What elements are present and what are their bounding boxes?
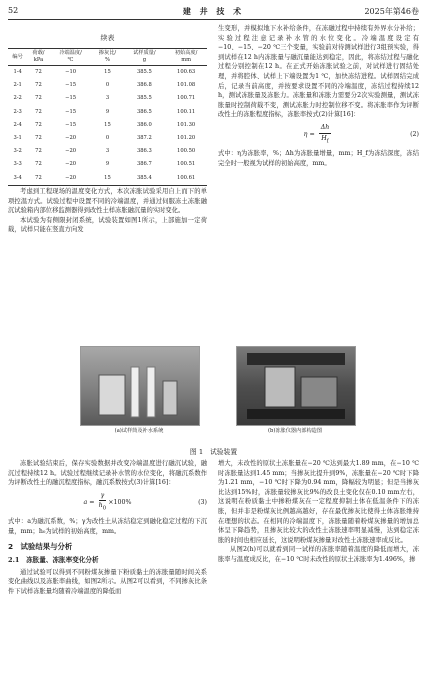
instrument-interior-illustration bbox=[237, 347, 355, 425]
journal-name: 建 井 技 术 bbox=[182, 6, 245, 16]
test-parameter-table bbox=[8, 48, 207, 186]
eq-numerator: γ bbox=[99, 491, 107, 502]
table-cell: 72 bbox=[35, 108, 42, 115]
table-cell: 2-4 bbox=[13, 121, 22, 128]
table-row bbox=[8, 92, 207, 105]
table-cell: 100.63 bbox=[177, 69, 196, 76]
table-cell: 15 bbox=[104, 69, 111, 76]
water-tube-shape bbox=[147, 367, 155, 417]
table-row bbox=[8, 172, 207, 186]
instrument-base bbox=[247, 409, 345, 419]
table-cell: 386.5 bbox=[136, 108, 152, 115]
sample-chamber-shape bbox=[265, 367, 295, 407]
table-header-cell: 冷端温度/ ℃ bbox=[50, 49, 92, 66]
photo-instrument-interior bbox=[236, 346, 356, 426]
figure-1 bbox=[8, 346, 419, 440]
table-cell: −20 bbox=[65, 161, 77, 168]
cooling-unit-shape bbox=[301, 377, 337, 407]
table-cell: 100.71 bbox=[177, 95, 196, 102]
table-cell: 100.11 bbox=[177, 108, 196, 115]
table-cell: 72 bbox=[27, 172, 49, 186]
table-cell: 385.5 bbox=[136, 95, 152, 102]
table-cell: 101.20 bbox=[177, 135, 196, 142]
table-cell: −15 bbox=[65, 121, 77, 128]
right-column-top bbox=[218, 24, 419, 169]
table-cell: 387.2 bbox=[136, 135, 152, 142]
table-cell: 3 bbox=[105, 148, 110, 155]
subsection-heading: 2.1 冻胀量、冻胀率变化分析 bbox=[8, 556, 99, 564]
running-header bbox=[8, 6, 419, 18]
table-cell: 2-2 bbox=[13, 95, 22, 102]
eq-symbol: η bbox=[303, 130, 308, 138]
table-cell: 72 bbox=[35, 121, 42, 128]
table-cell: 385.4 bbox=[124, 172, 166, 186]
page-number: 52 bbox=[8, 6, 19, 15]
table-cell: 100.61 bbox=[165, 172, 207, 186]
table-row bbox=[8, 119, 207, 132]
equation-number: (3) bbox=[198, 498, 207, 506]
table-cell: 0 bbox=[105, 82, 110, 89]
table-cell: 3-2 bbox=[13, 148, 22, 155]
eq-symbol: a bbox=[83, 498, 88, 506]
header-rule bbox=[8, 19, 419, 20]
table-cell: 101.08 bbox=[177, 82, 196, 89]
left-column-bottom bbox=[8, 459, 207, 596]
table-header-cell: 荷载/ kPa bbox=[27, 49, 49, 66]
table-cell: 72 bbox=[35, 95, 42, 102]
cylinder-shape bbox=[99, 375, 125, 415]
equation-3: a = $\frac{\gamma}{h_0}$ ×100% (3) bbox=[83, 491, 207, 512]
table-cell: 2-3 bbox=[13, 108, 22, 115]
table-cell: 9 bbox=[105, 161, 110, 168]
figure-caption: 图 1 试验装置 bbox=[189, 448, 238, 456]
paragraph: 本试验为有侧限封闭系统，试验装置如图1所示，上部施加一定荷载，试样只能在竖直方向发 bbox=[8, 216, 207, 234]
table-cell: 386.3 bbox=[136, 148, 152, 155]
paragraph: 生变形，并模拟地下水补给条件，在冻融过程中持续有外界水分补给；实验过程注意记录补水管的水位变化。冷端温度设定有−10、−15、−20 ℃三个变量，实验前对待测试样进行3组预实验，得到试样在12 h内冻胀量与融沉量能达到稳定，因此，将冻结过程与融化过程分别控制在12 h。在正式开始冻胀试验之前，对试样进行固结处理，并将腔体、试样上下端设置为1 ℃，加快冻结进程。试样固结完成后，记录当前高度，并按要求设置不同的冷端温度，冻结过程持续12 h，测试冻胀量及冻胀力。冻胀量和冻胀力需要分2次实验测量，测试冻胀量时控制荷载不变，测试冻胀力时控制位移不变。将冻胀率作为评断改性土的冻胀程度指标，冻胀率按式(2)计算[16]： bbox=[218, 25, 419, 119]
paragraph: 从图2(h)可以就看到同一试样的冻胀率随着温度的降低而增大，冻胀率与温度成反比，在−10 ℃时未改性的原状土冻胀率为1.496%，掺 bbox=[218, 546, 419, 563]
table-cell: 386.8 bbox=[136, 82, 152, 89]
table-cell: 100.51 bbox=[177, 161, 196, 168]
table-cell: 0 bbox=[105, 135, 110, 142]
water-tube-shape bbox=[131, 367, 139, 417]
table-cell: −15 bbox=[65, 95, 77, 102]
table-cell: 72 bbox=[35, 82, 42, 89]
table-row bbox=[8, 79, 207, 92]
table-cell: −20 bbox=[65, 148, 77, 155]
table-cell: 9 bbox=[105, 108, 110, 115]
paragraph: 通过试验可以得到不同粉煤灰掺量下粉质黏土的冻胀量随时间关系变化曲线以及冻胀率曲线，如图2所示。从图2可以看到，不同掺灰比条件下试样冻胀量均随着冷端温度的降低而 bbox=[8, 568, 207, 595]
table-cell: −20 bbox=[65, 135, 77, 142]
paragraph: 式中：η为冻胀率，%；Δh为冻胀量增量，mm；H_f为冻结深度，冻结完全时一般视为试样的初始高度，mm。 bbox=[218, 150, 419, 167]
table-cell: −20 bbox=[50, 172, 92, 186]
subcaption-a: (a)试样筒及补水系统 bbox=[114, 428, 164, 434]
paragraph: 式中：a为融沉系数，%；γ为改性土从冻结稳定到融化稳定过程的下沉量，mm；h₀为试样的初始高度，mm。 bbox=[8, 518, 207, 535]
instrument-top bbox=[247, 353, 345, 365]
left-column-top bbox=[8, 187, 207, 235]
eq-denominator: H bbox=[321, 134, 327, 142]
photo-sample-cylinder bbox=[80, 346, 200, 426]
table-row bbox=[8, 66, 207, 80]
table-header-cell: 编号 bbox=[8, 49, 27, 66]
table-cell: 72 bbox=[35, 69, 42, 76]
table-cell: 2-1 bbox=[13, 82, 22, 89]
table-cell: −15 bbox=[65, 108, 77, 115]
table-cell: −10 bbox=[65, 69, 77, 76]
paragraph: 增大，未改性的原状土冻胀量在−20 ℃达到最大1.89 mm，在−10 ℃时冻胀量达到1.45 mm；当掺灰比提升到9%，冻胀量在−20 ℃时下降为1.21 mm，−10 ℃时下降为0.94 mm，降幅较为明显；但是当掺灰比达到15%时，冻胀量较掺灰比9%的改良土变化仅在0.10 mm左右，这说明在粉质黏土中掺粉煤灰在一定程度抑制土体在低温条件下的冻胀，但并非是粉煤灰比例越高越好，存在最优掺灰比使得土体冻胀维持在理想的状态。在相同的冷端温度下，冻胀量随着粉煤灰掺量的增加总体呈下降趋势，且掺灰比较大的改性土冻胀速率明显减慢，达到稳定冻胀的时间也相应延长，这说明粉煤灰掺量对改性土冻胀速率成反比。 bbox=[218, 460, 419, 544]
table-cell: 100.50 bbox=[177, 148, 196, 155]
table-cell: 15 bbox=[91, 172, 123, 186]
table-cell: 72 bbox=[35, 161, 42, 168]
eq-denominator: h bbox=[98, 502, 103, 510]
issue-info: 2025年第46卷 bbox=[364, 7, 419, 16]
table-row bbox=[8, 145, 207, 158]
equation-2: η = $\frac{\Delta h}{H_f}$ (2) bbox=[303, 123, 419, 144]
paragraph: 冻胀试验结束后，保存实验数据并改变冷端温度进行融沉试验，融沉过程持续12 h。试验过程继续记录补水管的水位变化，将融沉系数作为评断改性土的融沉程度指标，融沉系数按式(3)计算[16]： bbox=[8, 460, 207, 487]
table-cell: 385.5 bbox=[136, 69, 152, 76]
container-shape bbox=[163, 381, 177, 415]
table-row bbox=[8, 106, 207, 119]
table-cell: 3 bbox=[105, 95, 110, 102]
subcaption-b: (b)冻胀仪器内部构造图 bbox=[267, 428, 323, 434]
eq-numerator: Δh bbox=[319, 123, 332, 134]
table-cell: 386.0 bbox=[136, 121, 152, 128]
sample-cylinder-illustration bbox=[81, 347, 199, 425]
table-cell: 386.7 bbox=[136, 161, 152, 168]
table-row bbox=[8, 158, 207, 171]
paragraph: 考虑到工程现场的温度变化方式，本次冻胀试验采用自上而下的单项控温方式。试验过程中设置不同的冷端温度，并通过伺服冻土冻胀融沉试验箱内部位移监测器得到改性土样冻胀融沉量的实时变化。 bbox=[8, 188, 207, 215]
table-row bbox=[8, 132, 207, 145]
table-cell: −15 bbox=[65, 82, 77, 89]
table-cell: 3-3 bbox=[13, 161, 22, 168]
table-cell: 3-4 bbox=[8, 172, 27, 186]
equation-number: (2) bbox=[410, 130, 419, 138]
table-title: 续表 bbox=[100, 34, 115, 42]
section-heading: 2 试验结果与分析 bbox=[8, 542, 73, 552]
eq-subscript: f bbox=[326, 137, 329, 144]
table-cell: 72 bbox=[35, 135, 42, 142]
table-cell: 3-1 bbox=[13, 135, 22, 142]
eq-tail: ×100% bbox=[108, 498, 132, 506]
table-header-cell: 初始高度/ mm bbox=[165, 49, 207, 66]
table-header-cell: 试样质量/ g bbox=[124, 49, 166, 66]
table-cell: 1-4 bbox=[13, 69, 22, 76]
table-cell: 101.30 bbox=[177, 121, 196, 128]
table-cell: 15 bbox=[104, 121, 111, 128]
table-cell: 72 bbox=[35, 148, 42, 155]
eq-subscript: 0 bbox=[102, 505, 107, 512]
table-header-cell: 掺灰比/ % bbox=[91, 49, 123, 66]
right-column-bottom bbox=[218, 459, 419, 565]
